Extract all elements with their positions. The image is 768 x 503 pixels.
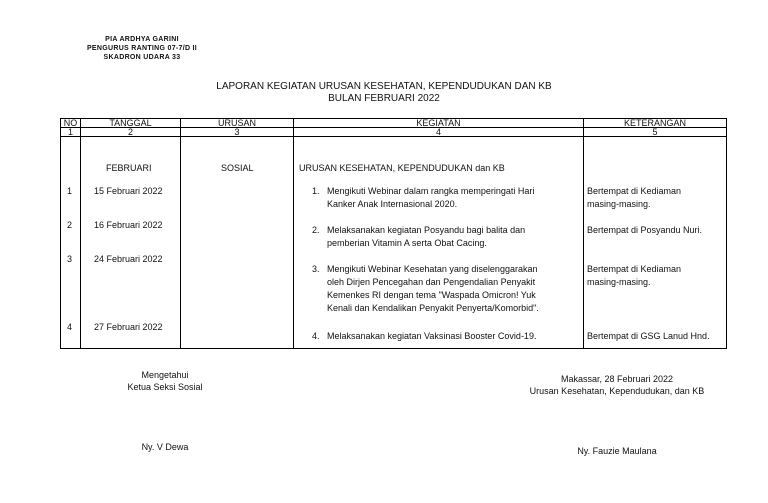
org-line-1: PIA ARDHYA GARINI <box>105 36 179 43</box>
row-1-no: 1 <box>67 186 73 196</box>
table-column-number-row <box>61 128 727 137</box>
row-1-kegiatan-line-2: Kanker Anak Internasional 2020. <box>327 199 458 209</box>
table-header-row <box>61 119 727 128</box>
row-4-tanggal: 27 Februari 2022 <box>94 322 163 332</box>
org-line-3: SKADRON UDARA 33 <box>103 54 181 61</box>
col-number-4: 4 <box>294 128 584 137</box>
row-4-kegiatan-number: 4. <box>312 331 320 341</box>
row-3-keterangan-line-1: Bertempat di Kediaman <box>587 264 682 274</box>
urusan-column <box>181 137 294 349</box>
row-2-kegiatan-line-2: pemberian Vitamin A serta Obat Cacing. <box>327 238 487 248</box>
col-number-1: 1 <box>61 128 81 137</box>
signature-left-name: Ny. V Dewa <box>141 442 189 452</box>
table-body-row <box>61 137 727 349</box>
header-no: NO <box>61 119 81 128</box>
row-3-kegiatan-line-2: oleh Dirjen Pencegahan dan Pengendalian Penyakit <box>327 277 536 287</box>
signature-right <box>502 373 732 397</box>
col-number-2: 2 <box>81 128 181 137</box>
urusan-label: SOSIAL <box>221 163 254 173</box>
tanggal-column <box>81 137 181 349</box>
row-2-no: 2 <box>67 220 73 230</box>
signature-right-name: Ny. Fauzie Maulana <box>577 446 657 456</box>
row-1-keterangan-line-1: Bertempat di Kediaman <box>587 186 682 196</box>
keterangan-column <box>584 137 727 349</box>
row-2-kegiatan-line-1: Melaksanakan kegiatan Posyandu bagi balita dan <box>327 225 526 235</box>
signature-left-line-2: Ketua Seksi Sosial <box>127 382 203 392</box>
signature-right-line-2: Urusan Kesehatan, Kependudukan, dan KB <box>529 386 705 396</box>
report-table <box>60 118 727 349</box>
header-keterangan: KETERANGAN <box>584 119 727 128</box>
kegiatan-column <box>294 137 584 349</box>
row-4-keterangan-line-1: Bertempat di GSG Lanud Hnd. <box>587 331 710 341</box>
row-2-tanggal: 16 Februari 2022 <box>94 220 163 230</box>
signature-right-line-1: Makassar, 28 Februari 2022 <box>560 374 674 384</box>
signature-left-line-1: Mengetahui <box>141 370 189 380</box>
header-kegiatan: KEGIATAN <box>294 119 584 128</box>
row-3-kegiatan-number: 3. <box>312 264 320 274</box>
col-number-5: 5 <box>584 128 727 137</box>
row-2-kegiatan-number: 2. <box>312 225 320 235</box>
org-line-2: PENGURUS RANTING 07-7/D II <box>86 45 198 52</box>
header-tanggal: TANGGAL <box>81 119 181 128</box>
kegiatan-heading: URUSAN KESEHATAN, KEPENDUDUKAN dan KB <box>299 163 505 173</box>
row-3-kegiatan-line-1: Mengikuti Webinar Kesehatan yang diselenggarakan <box>327 264 538 274</box>
report-title <box>0 81 768 105</box>
row-4-kegiatan-line-1: Melaksanakan kegiatan Vaksinasi Booster Covid-19. <box>327 331 537 341</box>
row-3-tanggal: 24 Februari 2022 <box>94 254 163 264</box>
row-3-keterangan-line-2: masing-masing. <box>587 277 651 287</box>
row-2-keterangan-line-1: Bertempat di Posyandu Nuri. <box>587 225 703 235</box>
row-3-kegiatan-line-4: Kenali dan Kendalikan Penyakit Penyerta/Komorbid". <box>327 303 539 313</box>
report-title-line-1: LAPORAN KEGIATAN URUSAN KESEHATAN, KEPENDUDUKAN DAN KB <box>216 81 552 92</box>
row-1-kegiatan-line-1: Mengikuti Webinar dalam rangka memperingati Hari <box>327 186 535 196</box>
no-column <box>61 137 81 349</box>
row-3-no: 3 <box>67 254 73 264</box>
organization-header <box>72 35 212 62</box>
report-title-line-2: BULAN FEBRUARI 2022 <box>328 93 440 104</box>
row-4-no: 4 <box>67 322 73 332</box>
row-1-keterangan-line-2: masing-masing. <box>587 199 651 209</box>
signature-left <box>95 369 235 393</box>
row-1-kegiatan-number: 1. <box>312 186 320 196</box>
col-number-3: 3 <box>181 128 294 137</box>
row-3-kegiatan-line-3: Kemenkes RI dengan tema "Waspada Omicron! Yuk <box>327 290 536 300</box>
row-1-tanggal: 15 Februari 2022 <box>94 186 163 196</box>
header-urusan: URUSAN <box>181 119 294 128</box>
month-label: FEBRUARI <box>106 163 152 173</box>
